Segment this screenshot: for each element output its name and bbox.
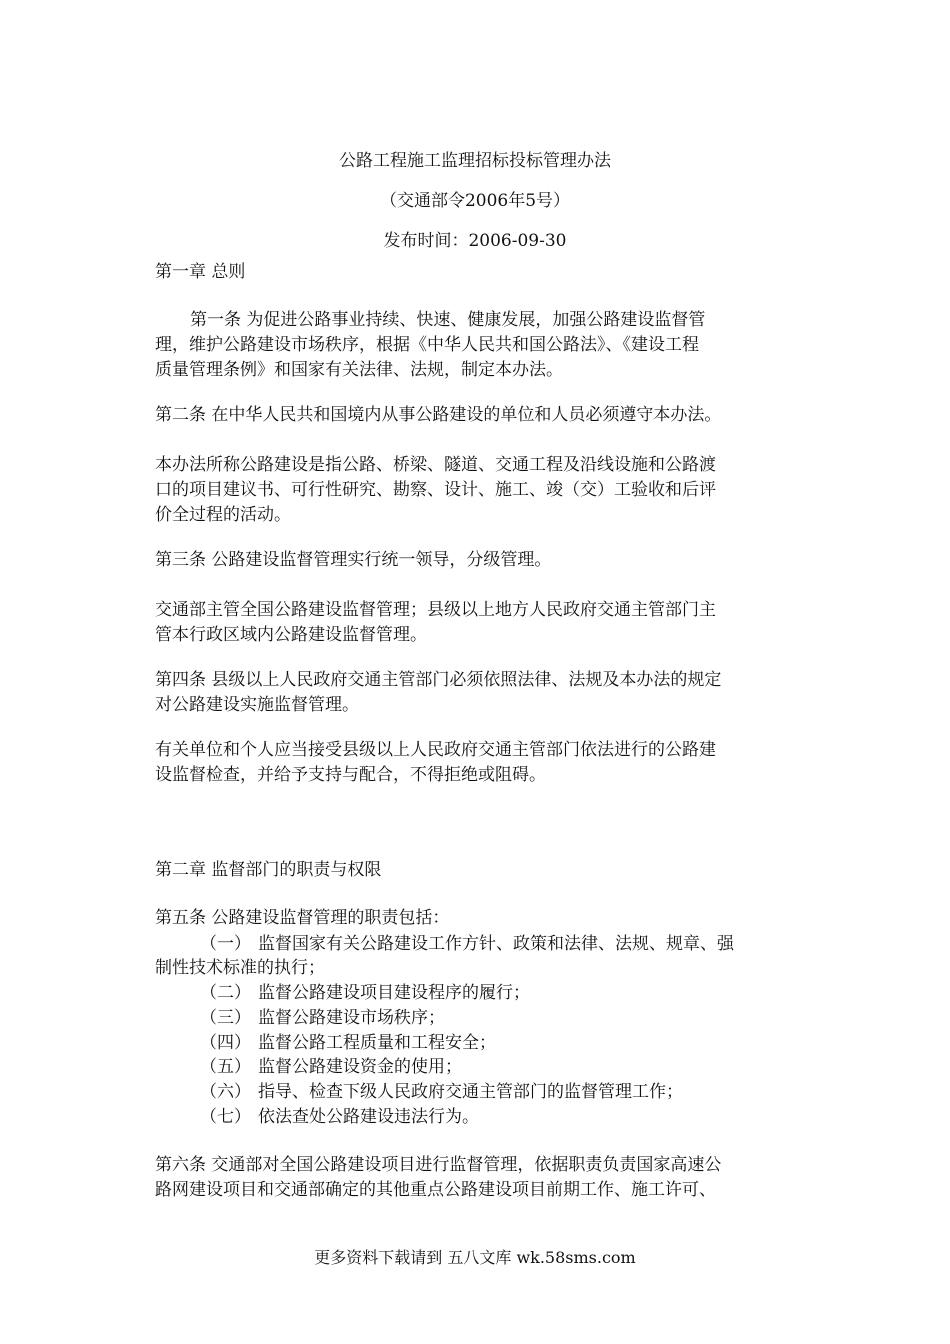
item-text: 监督国家有关公路建设工作方针、政策和法律、法规、规章、强 [258,934,734,954]
decree-number: （交通部令2006年5号） [379,191,571,211]
article2: 第二条 在中华人民共和国境内从事公路建设的单位和人员必须遵守本办法。 [155,405,722,425]
item-number: （五） [200,1057,251,1077]
list-item [200,981,530,1005]
chapter2-heading: 第二章 监督部门的职责与权限 [155,860,382,880]
list-item [200,1080,683,1104]
document-title: 公路工程施工监理招标投标管理办法 [339,151,611,171]
article1-line2: 理，维护公路建设市场秩序，根据《中华人民共和国公路法》、《建设工程 [155,335,699,355]
item-number: （一） [200,934,251,954]
item-number: （四） [200,1033,251,1053]
item-text: 监督公路建设资金的使用； [258,1057,462,1077]
article4b-line1: 有关单位和个人应当接受县级以上人民政府交通主管部门依法进行的公路建 [155,740,716,760]
article6-line1: 第六条 交通部对全国公路建设项目进行监督管理，依据职责负责国家高速公 [155,1155,722,1175]
item-number: （三） [200,1008,251,1028]
publish-date: 发布时间：2006-09-30 [383,231,567,251]
article5: 第五条 公路建设监督管理的职责包括： [155,908,450,928]
item-number: （二） [200,983,251,1003]
item-text: 监督公路建设市场秩序； [258,1008,445,1028]
item1-continuation: 制性技术标准的执行； [155,958,325,978]
item-text: 指导、检查下级人民政府交通主管部门的监督管理工作； [258,1082,683,1102]
item-number: （六） [200,1082,251,1102]
article1-line3: 质量管理条例》和国家有关法律、法规，制定本办法。 [155,360,563,380]
article4-line1: 第四条 县级以上人民政府交通主管部门必须依照法律、法规及本办法的规定 [155,670,722,690]
list-item [200,1031,496,1055]
article2b-line1: 本办法所称公路建设是指公路、桥梁、隧道、交通工程及沿线设施和公路渡 [155,455,716,475]
list-item [200,1055,462,1079]
article3: 第三条 公路建设监督管理实行统一领导，分级管理。 [155,550,552,570]
list-item [200,1105,479,1129]
article1-line1: 第一条 为促进公路事业持续、快速、健康发展，加强公路建设监督管 [190,310,706,330]
article3b-line2: 管本行政区域内公路建设监督管理。 [155,625,427,645]
list-item [200,1006,445,1030]
item-text: 监督公路工程质量和工程安全； [258,1033,496,1053]
item-text: 依法查处公路建设违法行为。 [258,1107,479,1127]
chapter1-heading: 第一章 总则 [155,262,246,282]
article2b-line2: 口的项目建议书、可行性研究、勘察、设计、施工、竣（交）工验收和后评 [155,480,716,500]
item-text: 监督公路建设项目建设程序的履行； [258,983,530,1003]
article3b-line1: 交通部主管全国公路建设监督管理；县级以上地方人民政府交通主管部门主 [155,600,716,620]
article2b-line3: 价全过程的活动。 [155,505,291,525]
footer-download-note: 更多资料下载请到 五八文库 wk.58sms.com [314,1248,636,1267]
article6-line2: 路网建设项目和交通部确定的其他重点公路建设项目前期工作、施工许可、 [155,1180,716,1200]
list-item [200,932,734,956]
article4b-line2: 设监督检查，并给予支持与配合，不得拒绝或阻碍。 [155,765,546,785]
article4-line2: 对公路建设实施监督管理。 [155,695,359,715]
item-number: （七） [200,1107,251,1127]
